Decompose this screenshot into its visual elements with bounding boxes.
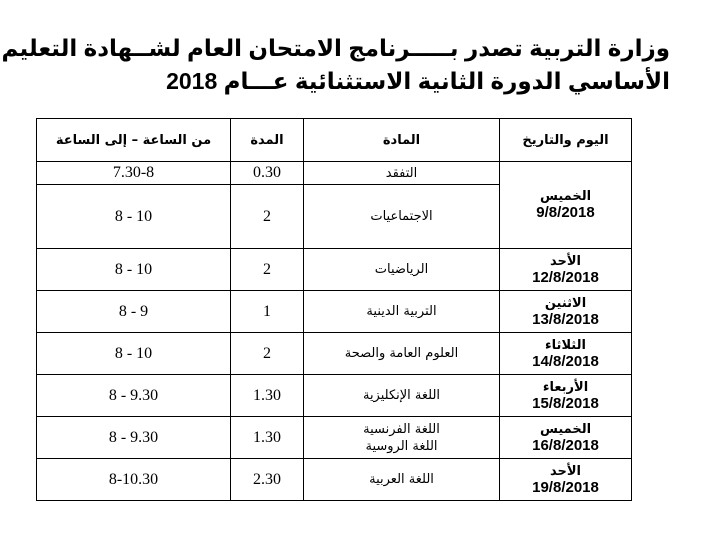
time-cell: 10 - 8 (37, 249, 231, 291)
subject-cell (304, 417, 500, 459)
day-date: 19/8/2018 (532, 478, 599, 496)
day-name: الأربعاء (542, 379, 589, 395)
duration-cell: 1.30 (231, 417, 304, 459)
day-name: الأحد (549, 253, 581, 269)
header-time: من الساعة – إلى الساعة (37, 119, 231, 162)
subject-cell: التربية الدينية (304, 291, 500, 333)
subject-cell: اللغة العربية (304, 459, 500, 501)
table-row (37, 249, 632, 291)
time-cell: 9 - 8 (37, 291, 231, 333)
table-row (37, 162, 632, 185)
day-name: الاثنين (544, 295, 587, 311)
table-row (37, 375, 632, 417)
day-cell (500, 249, 632, 291)
header-day-date: اليوم والتاريخ (500, 119, 632, 162)
day-cell (500, 459, 632, 501)
table-header-row (37, 119, 632, 162)
header-duration: المدة (231, 119, 304, 162)
day-date: 13/8/2018 (532, 310, 599, 328)
day-date: 12/8/2018 (532, 268, 599, 286)
duration-cell: 2.30 (231, 459, 304, 501)
duration-cell: 1 (231, 291, 304, 333)
day-name: الثلاثاء (545, 337, 586, 353)
subject-cell: اللغة الإنكليزية (304, 375, 500, 417)
subject-line: اللغة الفرنسية (363, 421, 440, 437)
heading-line-2: الأساسي الدورة الثانية الاستثنائية عـــام 2018 (166, 68, 670, 94)
time-cell: 8-10.30 (37, 459, 231, 501)
time-cell: 10 - 8 (37, 333, 231, 375)
duration-cell: 2 (231, 185, 304, 249)
day-cell (500, 333, 632, 375)
time-cell: 9.30 - 8 (37, 417, 231, 459)
duration-cell: 2 (231, 333, 304, 375)
day-cell (500, 375, 632, 417)
heading-line-1: وزارة التربية تصدر بـــــرنامج الامتحان العام لشــهادة التعليم (1, 35, 670, 61)
subject-cell: التفقد (304, 162, 500, 185)
day-name: الخميس (539, 421, 592, 437)
duration-cell: 0.30 (231, 162, 304, 185)
day-date: 14/8/2018 (532, 352, 599, 370)
subject-cell: العلوم العامة والصحة (304, 333, 500, 375)
subject-cell: الرياضيات (304, 249, 500, 291)
subject-line: اللغة الروسية (365, 438, 438, 454)
duration-cell: 1.30 (231, 375, 304, 417)
subject-cell: الاجتماعيات (304, 185, 500, 249)
time-cell: 9.30 - 8 (37, 375, 231, 417)
day-name: الخميس (539, 189, 592, 204)
day-cell (500, 291, 632, 333)
table-row (37, 333, 632, 375)
table-row (37, 417, 632, 459)
day-cell (500, 162, 632, 249)
duration-cell: 2 (231, 249, 304, 291)
time-cell: 10 - 8 (37, 185, 231, 249)
table-row (37, 291, 632, 333)
table-row (37, 459, 632, 501)
day-name: الأحد (549, 463, 581, 479)
day-date: 9/8/2018 (536, 204, 595, 221)
exam-schedule-table (36, 118, 632, 501)
day-date: 16/8/2018 (532, 436, 599, 454)
header-subject: المادة (304, 119, 500, 162)
day-cell (500, 417, 632, 459)
day-date: 15/8/2018 (532, 394, 599, 412)
time-cell: 7.30-8 (37, 162, 231, 185)
